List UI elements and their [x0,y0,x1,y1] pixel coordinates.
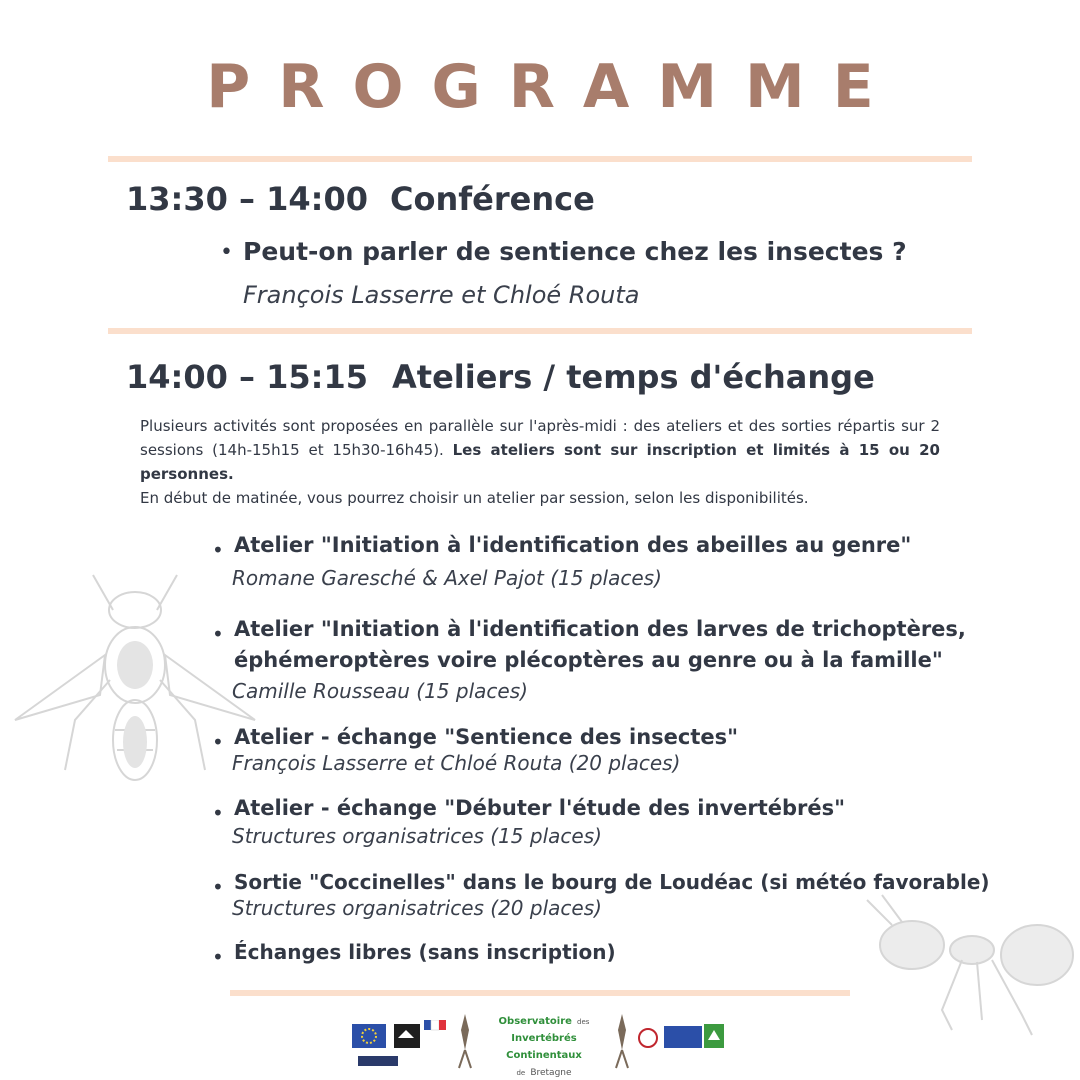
partner-red-logo-icon [636,1026,660,1050]
item-bullet: • [212,801,224,825]
workshop-larvae-speakers: Camille Rousseau (15 places) [232,679,528,703]
bretagne-logo-icon [394,1024,420,1048]
observatoire-de: de [516,1069,526,1077]
workshop-bees-speakers: Romane Garesché & Axel Pajot (15 places) [232,566,662,590]
session1-heading: Conférence [390,180,595,218]
page-title: PROGRAMME [206,52,902,122]
observatoire-line2: Invertébrés Continentaux [506,1033,582,1061]
partner-blue-logo-icon [664,1026,702,1048]
session2-intro [140,414,940,510]
session2-time: 14:00 – 15:15 [126,358,368,396]
session1-time: 13:30 – 14:00 [126,180,368,218]
item-bullet: • [212,538,224,562]
workshop-sentience-title: Atelier - échange "Sentience des insectes" [234,725,739,749]
intro-bold-text: Les ateliers sont sur inscription et limités à 15 ou 20 personnes. [140,441,940,483]
item-bullet: • [212,875,224,899]
divider-bottom [230,990,850,996]
item-bullet: • [212,622,224,646]
partner-logos [350,1010,730,1078]
workshop-sentience-speakers: François Lasserre et Chloé Routa (20 places) [232,751,681,775]
insect-figure-left-icon [455,1010,475,1070]
insect-figure-right-icon [612,1010,632,1070]
divider-middle [108,328,972,334]
outing-ladybirds-speakers: Structures organisatrices (20 places) [232,896,602,920]
workshop-invertebrates-title: Atelier - échange "Débuter l'étude des invertébrés" [234,796,846,820]
partner-green-logo-icon [704,1024,724,1048]
observatoire-line1: Observatoire [498,1016,572,1027]
free-exchange-title: Échanges libres (sans inscription) [234,940,616,964]
eu-flag-icon [352,1024,386,1048]
morbihan-logo-icon [358,1056,398,1066]
item-bullet: • [212,945,224,969]
workshop-larvae-title-line2: éphémeroptères voire plécoptères au genre ou à la famille" [234,648,943,672]
observatoire-line3: Bretagne [530,1068,572,1078]
session1-bullet: • [220,240,233,265]
prefet-logo-icon [424,1020,446,1050]
workshop-bees-title: Atelier "Initiation à l'identification des abeilles au genre" [234,533,912,557]
bee-illustration-icon [5,570,265,790]
intro-text: Plusieurs activités sont proposées en parallèle sur l'après-midi : des ateliers et des sorties répartis sur 2 sessions (14h-15h15 et 15h30-16h45). [140,417,940,459]
outing-ladybirds-title: Sortie "Coccinelles" dans le bourg de Loudéac (si météo favorable) [234,870,990,894]
item-bullet: • [212,730,224,754]
divider-top [108,156,972,162]
session1-talk-title: Peut-on parler de sentience chez les insectes ? [243,237,907,266]
session2-heading: Ateliers / temps d'échange [392,358,875,396]
ant-illustration-icon [862,890,1077,1040]
workshop-invertebrates-speakers: Structures organisatrices (15 places) [232,824,602,848]
observatoire-logo [478,1012,610,1080]
session1-speakers: François Lasserre et Chloé Routa [243,281,640,309]
workshop-larvae-title: Atelier "Initiation à l'identification des larves de trichoptères, [234,617,966,641]
observatoire-des: des [577,1018,590,1026]
intro-text-2: En début de matinée, vous pourrez choisir un atelier par session, selon les disponibilités. [140,489,809,507]
